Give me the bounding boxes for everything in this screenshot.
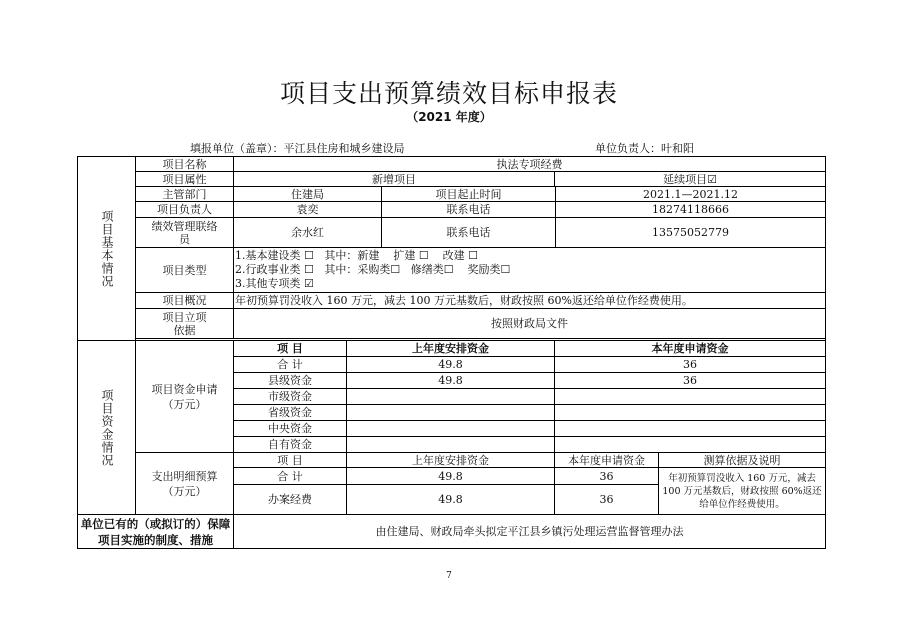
d-col-last: 上年度安排资金 xyxy=(347,453,555,468)
period-value: 2021.1—2021.12 xyxy=(556,187,826,202)
fill-unit: 填报单位（盖章）：平江县住房和城乡建设局 xyxy=(190,142,405,155)
d-col-item: 项 目 xyxy=(234,453,347,468)
admin-phone-label: 联系电话 xyxy=(382,218,556,248)
fund-row-last: 49.8 xyxy=(347,357,555,373)
fund-row-this xyxy=(555,405,826,421)
type-options xyxy=(234,248,826,293)
fund-row-this xyxy=(555,437,826,453)
type-line-3: 3.其他专项类 ☑ xyxy=(235,277,314,290)
fund-row-last xyxy=(347,405,555,421)
type-line-1: 1.基本建设类 ☐ 其中：新建 扩建 ☐ 改建 ☐ xyxy=(235,249,479,262)
basis-label: 项目立项依据 xyxy=(136,309,234,339)
page-title: 项目支出预算绩效目标申报表 xyxy=(279,79,618,108)
owner-phone: 18274118666 xyxy=(556,202,826,218)
fund-row-item: 市级资金 xyxy=(234,389,347,405)
owner-label: 项目负责人 xyxy=(136,202,234,218)
fund-row-item: 中央资金 xyxy=(234,421,347,437)
system-label: 单位已有的（或拟订的）保障项目实施的制度、措施 xyxy=(78,515,234,549)
col-last: 上年度安排资金 xyxy=(347,341,555,357)
fund-row-this xyxy=(555,389,826,405)
d-note: 年初预算罚没收入 160 万元，减去 100 万元基数后，财政按照 60%返还给单位作经费使用。 xyxy=(659,468,826,515)
d-col-note: 测算依据及说明 xyxy=(659,453,826,468)
fund-row-last xyxy=(347,389,555,405)
name-label: 项目名称 xyxy=(136,157,234,172)
d-total-last: 49.8 xyxy=(347,468,555,485)
year-label: （2021 年度） xyxy=(406,110,492,124)
section-basic: 项目基本情况 xyxy=(78,157,136,341)
type-line-2: 2.行政事业类 ☐ 其中：采购类☐ 修缮类☐ 奖励类☐ xyxy=(235,263,511,276)
fund-row-item: 省级资金 xyxy=(234,405,347,421)
unit-head: 单位负责人：叶和阳 xyxy=(595,142,694,155)
fund-row-this xyxy=(555,421,826,437)
overview-value: 年初预算罚没收入 160 万元，减去 100 万元基数后，财政按照 60%返还给单位作经费使用。 xyxy=(234,293,826,309)
d-office-item: 办案经费 xyxy=(234,485,347,515)
d-office-last: 49.8 xyxy=(347,485,555,515)
fund-row-item: 县级资金 xyxy=(234,373,347,389)
fund-row-this: 36 xyxy=(555,357,826,373)
admin-value: 余水红 xyxy=(234,218,382,248)
section-funds: 项目资金情况 xyxy=(78,341,136,515)
admin-phone: 13575052779 xyxy=(556,218,826,248)
system-value: 由住建局、财政局牵头拟定平江县乡镇污处理运营监督管理办法 xyxy=(234,515,826,549)
basis-value: 按照财政局文件 xyxy=(234,309,826,339)
fund-row-last xyxy=(347,437,555,453)
overview-label: 项目概况 xyxy=(136,293,234,309)
period-label: 项目起止时间 xyxy=(382,187,556,202)
col-this: 本年度申请资金 xyxy=(555,341,826,357)
col-item: 项 目 xyxy=(234,341,347,357)
budget-form-table xyxy=(77,156,826,549)
fund-row-item: 自有资金 xyxy=(234,437,347,453)
admin-label: 绩效管理联络员 xyxy=(136,218,234,248)
detail-label: 支出明细预算（万元） xyxy=(136,453,234,515)
fund-row-last xyxy=(347,421,555,437)
owner-value: 袁奕 xyxy=(234,202,382,218)
type-label: 项目类型 xyxy=(136,248,234,293)
attr-label: 项目属性 xyxy=(136,172,234,187)
apply-label: 项目资金申请（万元） xyxy=(136,341,234,453)
fund-row-this: 36 xyxy=(555,373,826,389)
d-col-this: 本年度申请资金 xyxy=(555,453,659,468)
attr-cont: 延续项目☑ xyxy=(555,172,826,187)
dept-label: 主管部门 xyxy=(136,187,234,202)
page-number: 7 xyxy=(446,571,452,581)
d-office-this: 36 xyxy=(555,485,659,515)
d-total-item: 合 计 xyxy=(234,468,347,485)
d-total-this: 36 xyxy=(555,468,659,485)
attr-new: 新增项目 xyxy=(234,172,555,187)
phone-label: 联系电话 xyxy=(382,202,556,218)
dept-value: 住建局 xyxy=(234,187,382,202)
fund-row-last: 49.8 xyxy=(347,373,555,389)
fund-row-item: 合 计 xyxy=(234,357,347,373)
name-value: 执法专项经费 xyxy=(234,157,826,172)
